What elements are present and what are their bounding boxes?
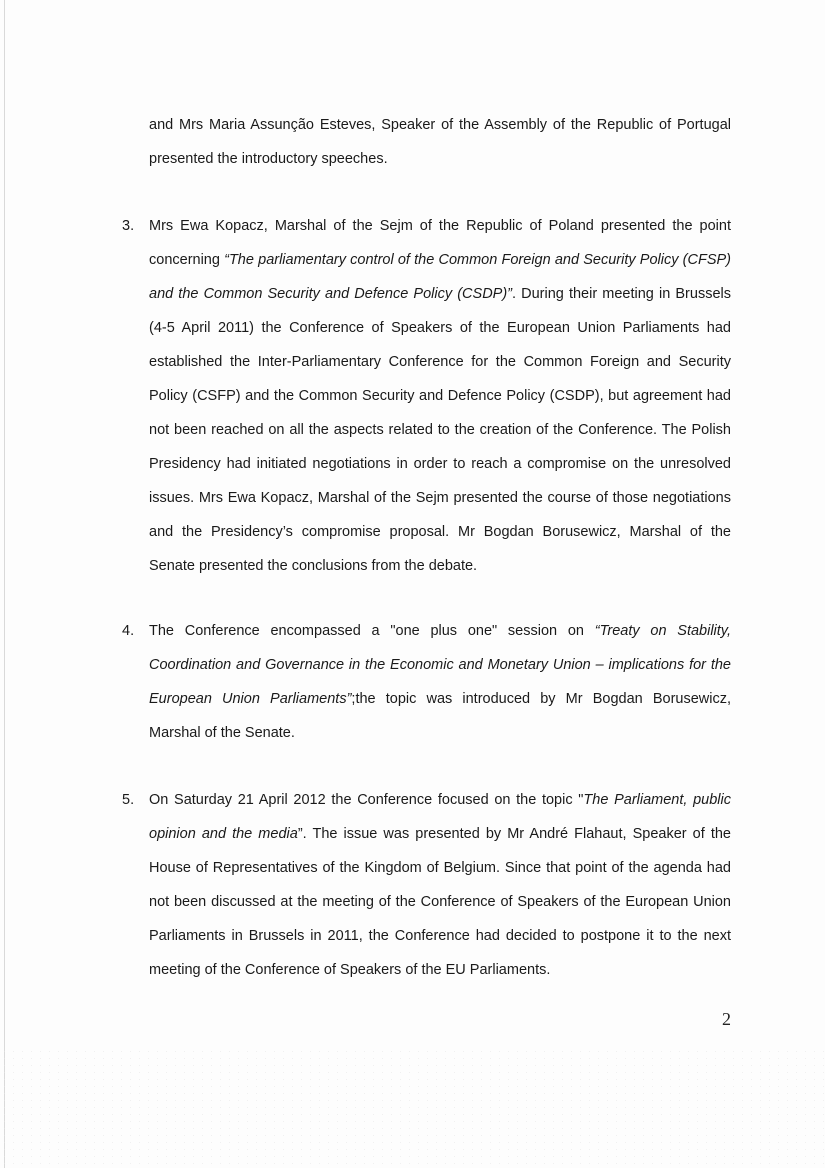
paragraph-text: ;the topic was introduced by Mr Bogdan Borusewicz, Marshal of the Senate.: [149, 691, 731, 741]
paragraph-number: 5.: [122, 792, 135, 808]
paragraph-italic-text: The Parliament, public opinion and the media: [149, 792, 731, 842]
paragraph-text: . During their meeting in Brussels (4-5 April 2011) the Conference of Speakers of the European Union Parliaments had established the Inter-Parliamentary Conference for the Common Foreign and Security Policy (CSFP) and the Common Security and Defence Policy (CSDP), but agreement had not been reached on all the aspects related to the creation of the Conference. The Polish Presidency had initiated negotiations in order to reach a compromise on the unresolved issues. Mrs Ewa Kopacz, Marshal of the Sejm presented the course of those negotiations and the Presidency’s compromise proposal. Mr Bogdan Borusewicz, Marshal of the Senate presented the conclusions from the debate.: [149, 286, 731, 574]
paragraph-continuation: [149, 108, 731, 176]
scan-edge-line: [4, 0, 5, 1168]
paragraph-number: 3.: [122, 218, 135, 234]
paragraph-text: Mrs Ewa Kopacz, Marshal of the Sejm of the Republic of Poland presented the point concerning: [149, 218, 731, 268]
paragraph-italic-text: “Treaty on Stability, Coordination and Governance in the Economic and Monetary Union – implications for the European Union Parliaments”: [149, 623, 731, 707]
paragraph-3: [149, 209, 731, 583]
paragraph-5: [149, 783, 731, 987]
paragraph-4: [149, 614, 731, 750]
paragraph-number: 4.: [122, 623, 135, 639]
paragraph-text: and Mrs Maria Assunção Esteves, Speaker of the Assembly of the Republic of Portugal presented the introductory speeches.: [149, 117, 731, 167]
paragraph-text: On Saturday 21 April 2012 the Conference focused on the topic ": [149, 792, 584, 808]
paragraph-italic-text: “The parliamentary control of the Common Foreign and Security Policy (CFSP) and the Common Security and Defence Policy (CSDP)”: [149, 252, 731, 302]
paragraph-text: The Conference encompassed a "one plus one" session on: [149, 623, 595, 639]
paragraph-text: ”. The issue was presented by Mr André Flahaut, Speaker of the House of Representatives of the Kingdom of Belgium. Since that point of the agenda had not been discussed at the meeting of the Conference of Speakers of the European Union Parliaments in Brussels in 2011, the Conference had decided to postpone it to the next meeting of the Conference of Speakers of the EU Parliaments.: [149, 826, 731, 978]
page-number: 2: [722, 1009, 731, 1029]
scan-noise: [0, 1048, 825, 1168]
